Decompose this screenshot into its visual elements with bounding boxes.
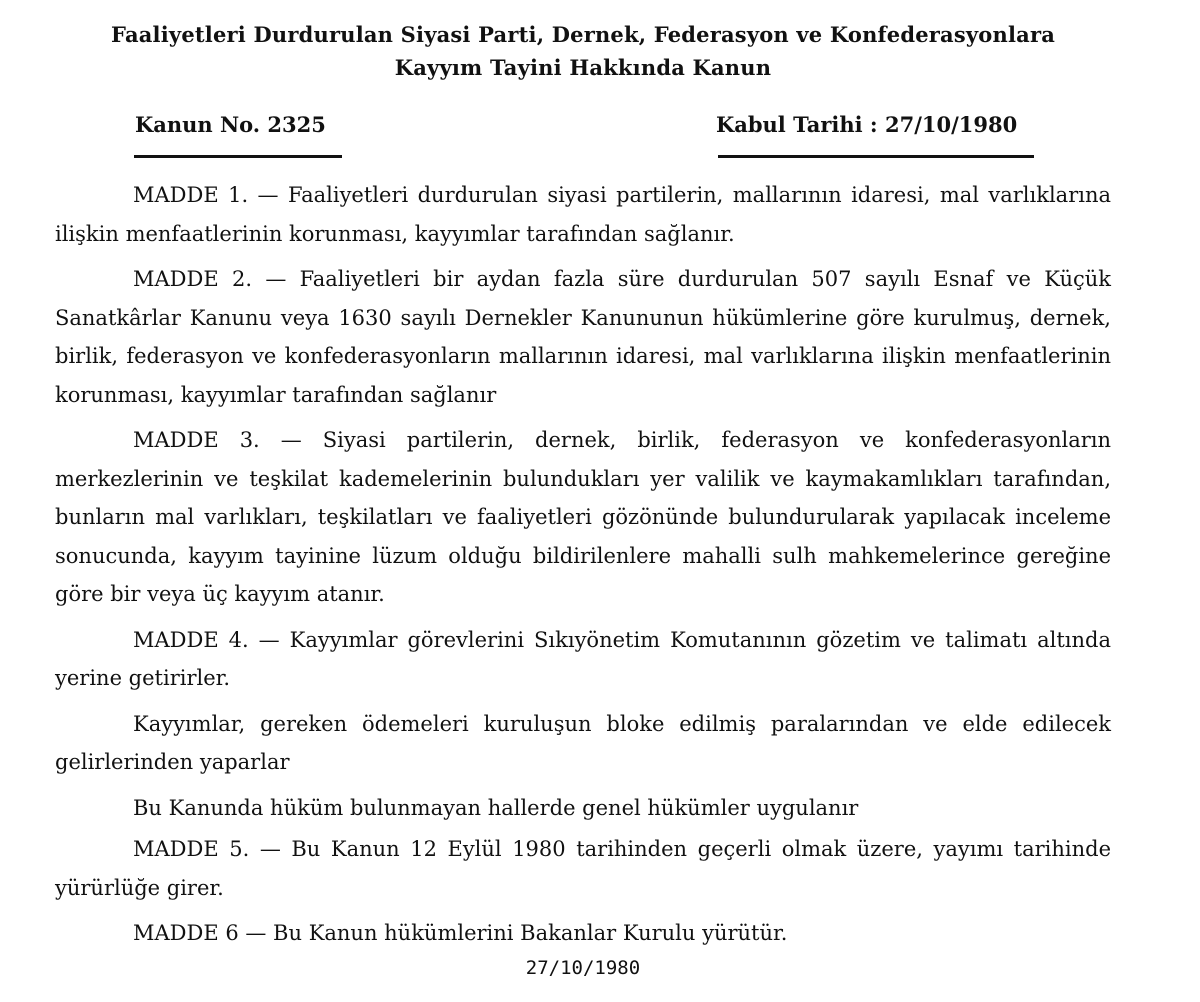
law-body [55, 176, 1111, 960]
document-title-line-2: Kayyım Tayini Hakkında Kanun [394, 55, 772, 80]
law-number-underline [134, 155, 342, 158]
acceptance-date-underline [718, 155, 1034, 158]
article-4-paragraph-2: Kayyımlar, gereken ödemeleri kuruluşun bloke edilmiş paralarından ve elde edilecek gelirlerinden yaparlar [55, 711, 1111, 774]
article-5: MADDE 5. — Bu Kanun 12 Eylül 1980 tarihinden geçerli olmak üzere, yayımı tarihinde yürürlüğe girer. [55, 837, 1111, 900]
article-4: MADDE 4. — Kayyımlar görevlerini Sıkıyönetim Komutanının gözetim ve talimatı altında yerine getirirler. [55, 627, 1111, 690]
article-2: MADDE 2. — Faaliyetleri bir aydan fazla süre durdurulan 507 sayılı Esnaf ve Küçük Sanatkârlar Kanunu veya 1630 sayılı Dernekler Kanununun hükümlerine göre kurulmuş, dernek, birlik, federasyon ve konfederasyonların mallarının idaresi, mal varlıklarına ilişkin menfaatlerinin korunması, kayyımlar tarafından sağlanır [55, 267, 1111, 407]
law-number: Kanun No. 2325 [135, 112, 326, 137]
document-title-line-1: Faaliyetleri Durdurulan Siyasi Parti, Dernek, Federasyon ve Konfederasyonlara [110, 22, 1056, 47]
article-6: MADDE 6 — Bu Kanun hükümlerini Bakanlar Kurulu yürütür. [133, 921, 788, 945]
article-3: MADDE 3. — Siyasi partilerin, dernek, birlik, federasyon ve konfederasyonların merkezlerinin ve teşkilat kademelerinin bulundukları yer valilik ve kaymakamlıkları tarafından, bunların mal varlıkları, teşkilatları ve faaliyetleri gözönünde bulundurularak yapılacak inceleme sonucunda, kayyım tayinine lüzum olduğu bildirilenlere mahalli sulh mahkemelerince gereğine göre bir veya üç kayyım atanır. [55, 428, 1111, 606]
footer-date: 27/10/1980 [525, 957, 641, 979]
article-1: MADDE 1. — Faaliyetleri durdurulan siyasi partilerin, mallarının idaresi, mal varlıklarına ilişkin menfaatlerinin korunması, kayyımlar tarafından sağlanır. [55, 183, 1111, 246]
acceptance-date: Kabul Tarihi : 27/10/1980 [716, 112, 1018, 137]
article-4-paragraph-3: Bu Kanunda hüküm bulunmayan hallerde genel hükümler uygulanır [133, 795, 859, 820]
